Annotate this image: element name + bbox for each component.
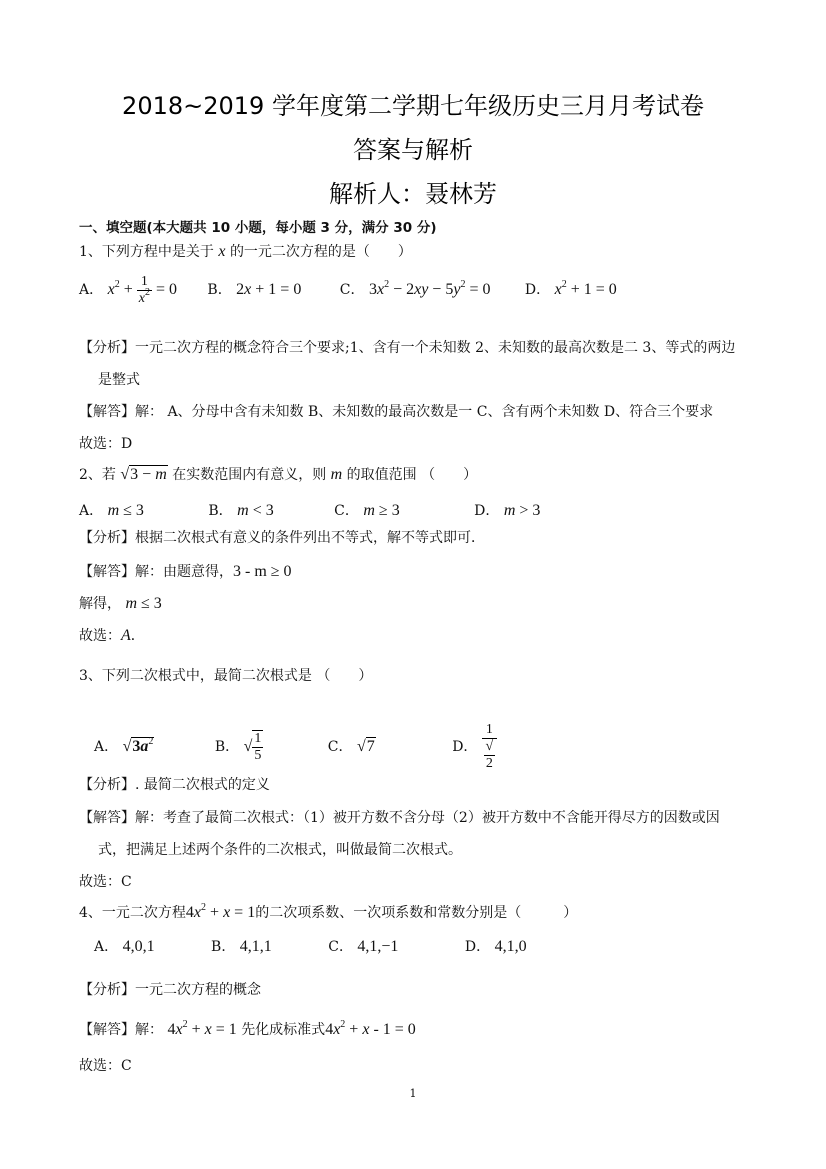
q1-options bbox=[79, 274, 617, 307]
q2-option-b: B． m < 3 bbox=[208, 502, 274, 519]
q3-options bbox=[94, 722, 497, 772]
q4-options bbox=[94, 937, 527, 956]
exam-title: 2018~2019 学年度第二学期七年级历史三月月考试卷 bbox=[122, 92, 704, 120]
q3-choice: 故选：C bbox=[79, 874, 132, 890]
q4-analysis: 【分析】一元二次方程的概念 bbox=[79, 982, 261, 998]
q1-option-b: B． 2x + 1 = 0 bbox=[207, 281, 302, 299]
q1-choice: 故选：D bbox=[79, 436, 133, 452]
q2-option-d: D． m > 3 bbox=[474, 502, 541, 519]
q3-stem: 3、下列二次根式中，最简二次根式是 （ ） bbox=[79, 668, 373, 684]
exam-subtitle: 答案与解析 bbox=[353, 136, 473, 164]
q1-option-a: A． $x^2$ + $\frac{1}{x^2}$ = 0 bbox=[79, 274, 177, 306]
q1-option-c: C． $3x^2 - 2xy - 5y^2 = 0$ bbox=[339, 279, 491, 299]
q2-option-c: C． m ≥ 3 bbox=[334, 502, 400, 519]
q3-answer-cont: 式，把满足上述两个条件的二次根式，叫做最简二次根式。 bbox=[98, 842, 462, 858]
q2-option-a: A． m ≤ 3 bbox=[79, 502, 144, 519]
q1-stem: 1、下列方程中是关于 x 的一元二次方程的是（ ） bbox=[79, 243, 412, 260]
exam-author: 解析人：聂林芳 bbox=[329, 180, 497, 208]
q1-analysis: 【分析】一元二次方程的概念符合三个要求;1、含有一个未知数 2、未知数的最高次数是二 3、等式的两边 bbox=[79, 340, 736, 356]
q3-option-d: D． 1 √ 2 bbox=[452, 739, 497, 755]
q4-option-d: D． 4,1,0 bbox=[464, 938, 527, 955]
q3-analysis: 【分析】. 最简二次根式的定义 bbox=[79, 777, 270, 793]
q4-stem: 4、一元二次方程$4x^2 + x = 1$的二次项系数、一次项系数和常数分别是（ ） bbox=[79, 902, 578, 921]
q1-option-d: D． $x^2 + 1 = 0$ bbox=[524, 279, 617, 299]
page-number: 1 bbox=[409, 1087, 417, 1100]
q1-analysis-cont: 是整式 bbox=[98, 372, 140, 388]
q4-answer: 【解答】解： $4x^2 + x = 1$ 先化成标准式$4x^2 + x - 1 = 0$ bbox=[79, 1019, 416, 1038]
q2-answer: 【解答】解：由题意得，3 - m ≥ 0 bbox=[79, 563, 292, 580]
q4-option-a: A． 4,0,1 bbox=[94, 938, 155, 955]
q2-solve: 解得， m ≤ 3 bbox=[79, 595, 162, 612]
q3-option-c: C． √7 bbox=[327, 738, 375, 755]
q2-analysis: 【分析】根据二次根式有意义的条件列出不等式，解不等式即可． bbox=[79, 530, 485, 546]
q2-stem: 2、若 √3 − m 在实数范围内有意义，则 m 的取值范围 （ ） bbox=[79, 466, 478, 483]
section-heading: 一、填空题(本大题共 10 小题，每小题 3 分，满分 30 分) bbox=[79, 220, 437, 236]
q2-choice: 故选：A． bbox=[79, 627, 145, 644]
q3-answer: 【解答】解：考查了最简二次根式：（1）被开方数不含分母（2）被开方数中不含能开得尽方的因数或因 bbox=[79, 810, 720, 826]
q4-option-b: B． 4,1,1 bbox=[211, 938, 272, 955]
q3-option-a: A． $√3a^2$ bbox=[94, 736, 154, 755]
q4-option-c: C． 4,1,−1 bbox=[328, 938, 399, 955]
q4-choice: 故选：C bbox=[79, 1058, 132, 1074]
q3-option-b: B． √ $\frac{1}{5}$ bbox=[214, 731, 262, 764]
q2-options bbox=[79, 501, 540, 520]
q1-answer: 【解答】解： A、分母中含有未知数 B、未知数的最高次数是一 C、含有两个未知数 D、符合三个要求 bbox=[79, 404, 714, 420]
